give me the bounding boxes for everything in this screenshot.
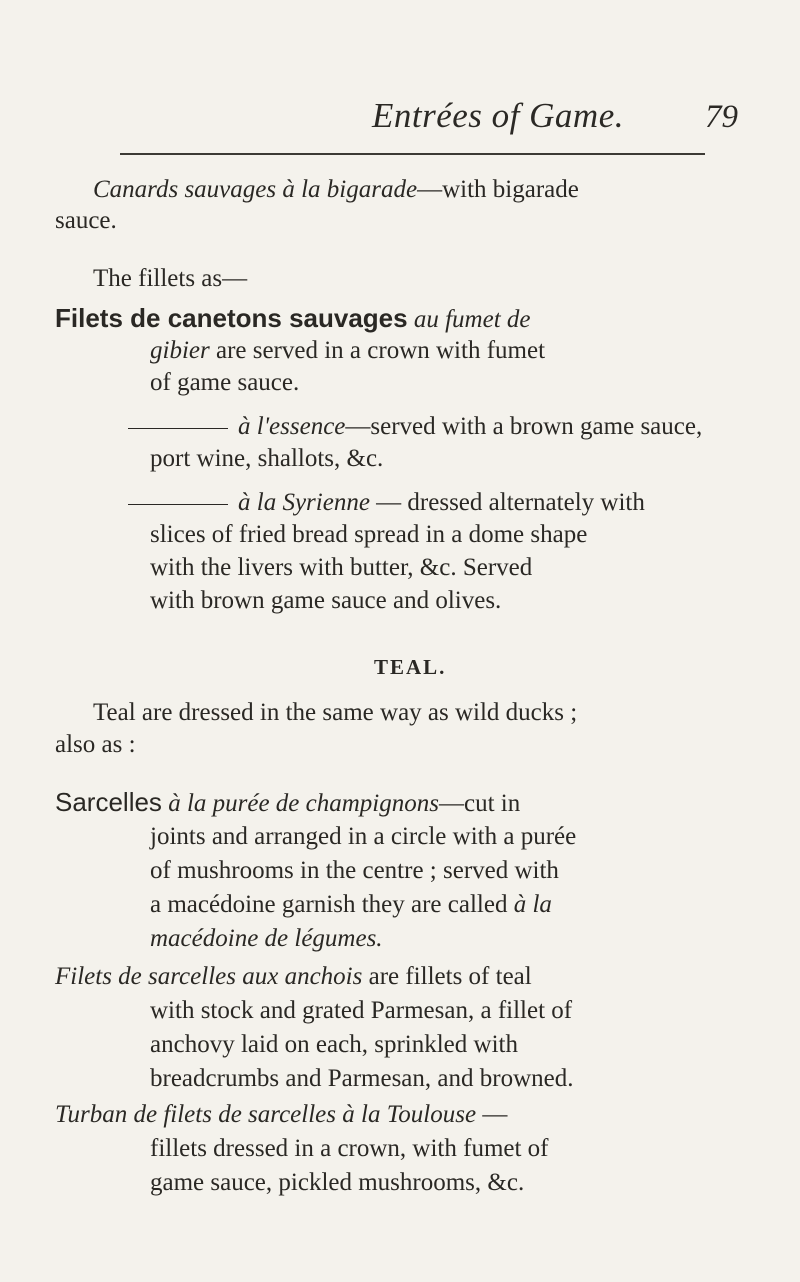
syrienne-line-4: with brown game sauce and olives. <box>150 587 502 614</box>
running-head-title: Entrées of Game. <box>372 96 624 135</box>
sarcelles-line-5: macédoine de légumes. <box>150 925 383 952</box>
teal-intro-2: also as : <box>55 731 136 758</box>
fillets-intro: The fillets as— <box>93 265 248 292</box>
essence-line-2: port wine, shallots, &c. <box>150 445 384 472</box>
syrienne-line-1: à la Syrienne — dressed alternately with <box>150 488 645 518</box>
turban-line-1: Turban de filets de sarcelles à la Toulouse — <box>55 1101 508 1128</box>
teal-intro-1: Teal are dressed in the same way as wild ducks ; <box>93 699 578 726</box>
canards-line-1 <box>93 175 579 205</box>
filets-gibier: gibier <box>150 337 210 364</box>
filets-sarcelles-line-1: Filets de sarcelles aux anchois are fillets of teal <box>55 963 532 990</box>
essence-line-1: à l'essence—served with a brown game sauce, <box>150 412 702 442</box>
running-head <box>0 96 800 146</box>
sarcelles-title: Sarcelles <box>55 787 162 817</box>
filets-sarcelles-line-2: with stock and grated Parmesan, a fillet of <box>150 997 573 1024</box>
ditto-dash <box>128 504 228 506</box>
filets-sarcelles-line-4: breadcrumbs and Parmesan, and browned. <box>150 1065 574 1092</box>
syrienne-line-2: slices of fried bread spread in a dome shape <box>150 521 588 548</box>
filets-line-3: of game sauce. <box>150 369 300 396</box>
syrienne-line-3: with the livers with butter, &c. Served <box>150 554 533 581</box>
syrienne-title: à la Syrienne <box>238 489 370 516</box>
page-number: 79 <box>705 99 738 135</box>
essence-title: à l'essence <box>238 413 346 440</box>
filets-title-italic: au fumet de <box>413 306 531 333</box>
teal-heading: TEAL. <box>374 655 447 679</box>
sarcelles-title-italic: à la purée de champignons <box>168 790 439 817</box>
sarcelles-line-1: Sarcelles à la purée de champignons—cut in <box>55 787 521 817</box>
header-rule <box>120 153 705 155</box>
ditto-dash <box>128 428 228 430</box>
turban-line-3: game sauce, pickled mushrooms, &c. <box>150 1169 525 1196</box>
canards-line-2: sauce. <box>55 207 117 234</box>
sarcelles-line-3: of mushrooms in the centre ; served with <box>150 857 559 884</box>
turban-title: Turban de filets de sarcelles à la Toulouse <box>55 1101 477 1128</box>
sarcelles-line-2: joints and arranged in a circle with a purée <box>150 823 577 850</box>
canards-desc: —with bigarade <box>417 176 579 203</box>
filets-sarcelles-line-3: anchovy laid on each, sprinkled with <box>150 1031 518 1058</box>
sarcelles-line-4: a macédoine garnish they are called à la <box>150 891 552 918</box>
filets-title: Filets de canetons sauvages <box>55 303 408 333</box>
canards-title: Canards sauvages à la bigarade <box>93 176 418 203</box>
filets-line-2: gibier are served in a crown with fumet <box>150 337 546 364</box>
filets-sarcelles-title: Filets de sarcelles aux anchois <box>55 963 363 990</box>
turban-line-2: fillets dressed in a crown, with fumet of <box>150 1135 549 1162</box>
filets-line-1 <box>55 303 530 335</box>
